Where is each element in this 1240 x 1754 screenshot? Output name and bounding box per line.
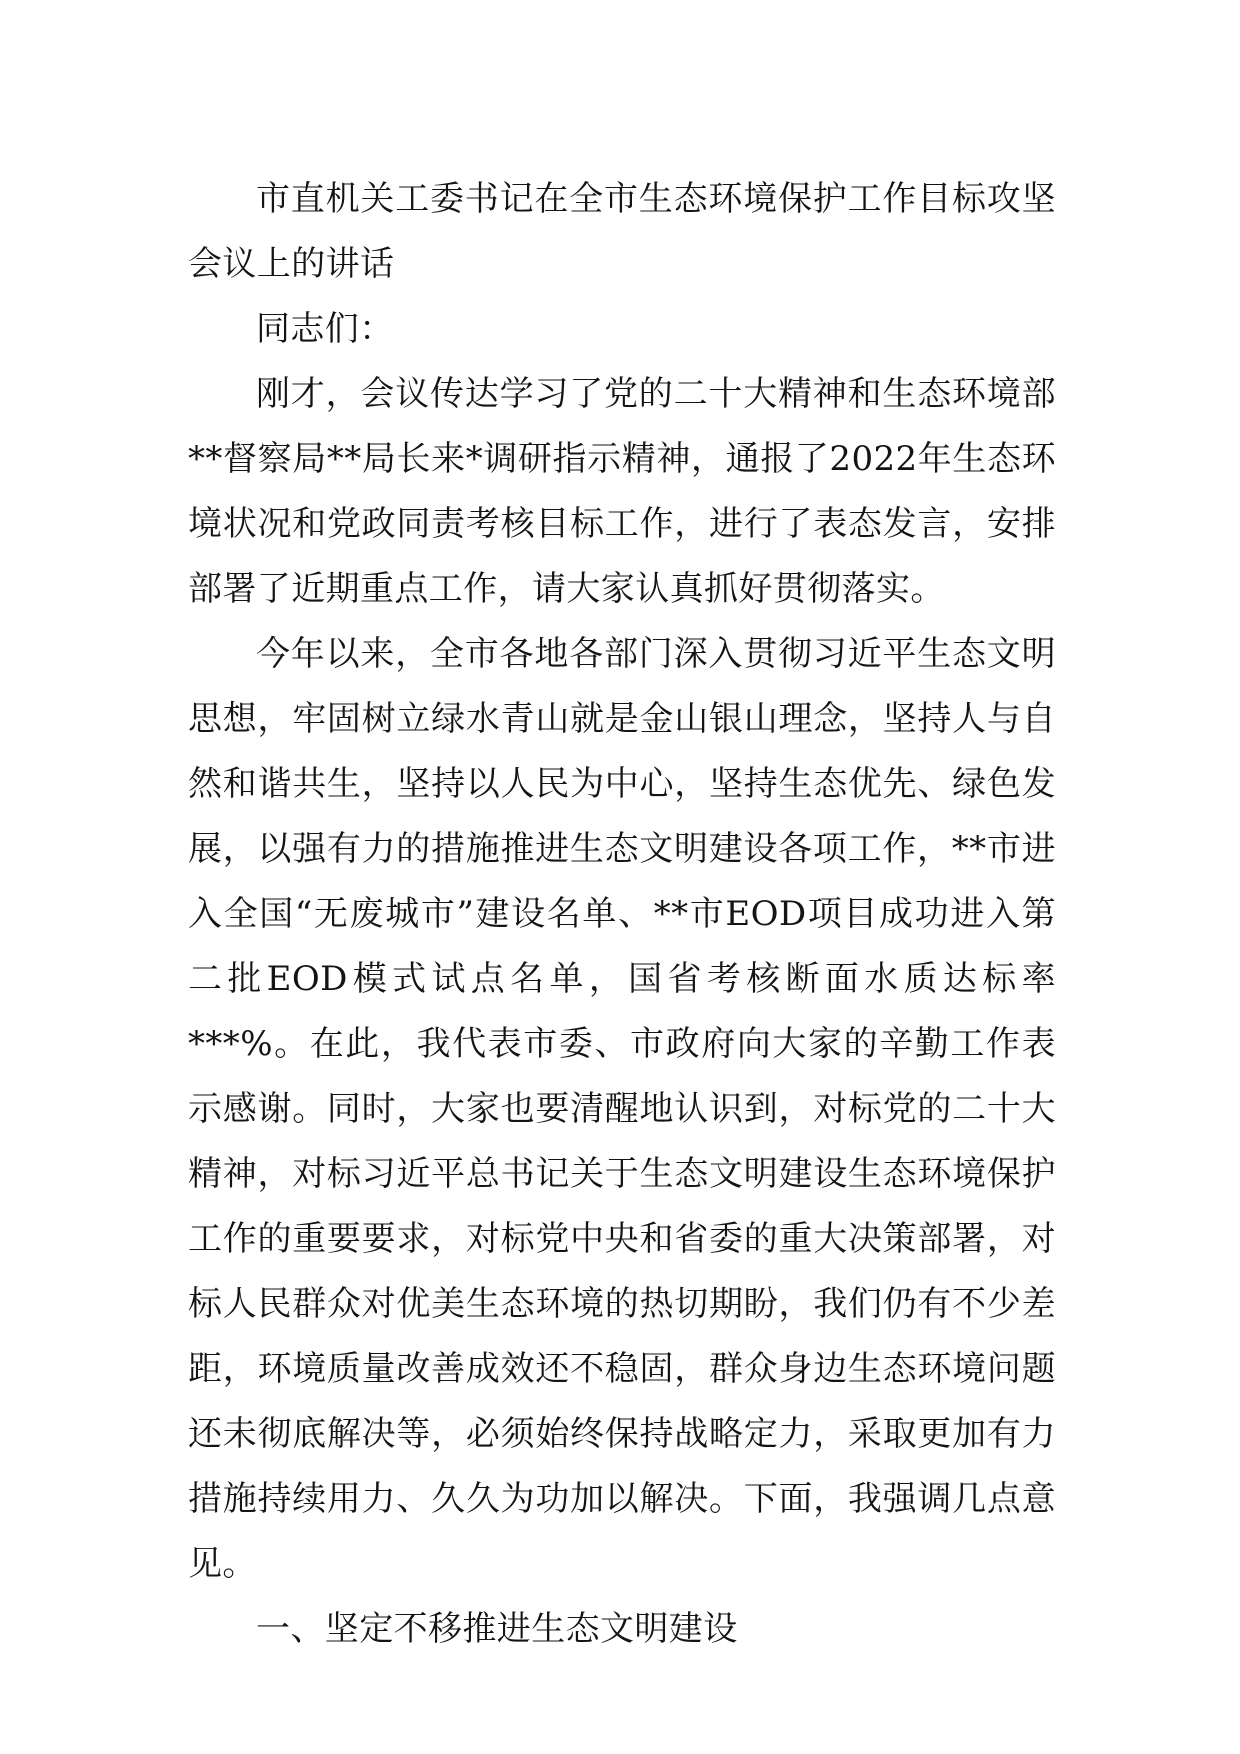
- paragraph-opening: 刚才，会议传达学习了党的二十大精神和生态环境部**督察局**局长来*调研指示精神，通报了2022年生态环境状况和党政同责考核目标工作，进行了表态发言，安排部署了近期重点工作，请大家认真抓好贯彻落实。: [188, 374, 1056, 609]
- section-heading: 一、坚定不移推进生态文明建设: [256, 1609, 738, 1649]
- paragraph-review: 今年以来，全市各地各部门深入贯彻习近平生态文明思想，牢固树立绿水青山就是金山银山理念，坚持人与自然和谐共生，坚持以人民为中心，坚持生态优先、绿色发展，以强有力的措施推进生态文明建设各项工作，**市进入全国“无废城市”建设名单、**市EOD项目成功进入第二批EOD模式试点名单，国省考核断面水质达标率***%。在此，我代表市委、市政府向大家的辛勤工作表示感谢。同时，大家也要清醒地认识到，对标党的二十大精神，对标习近平总书记关于生态文明建设生态环境保护工作的重要要求，对标党中央和省委的重大决策部署，对标人民群众对优美生态环境的热切期盼，我们仍有不少差距，环境质量改善成效还不稳固，群众身边生态环境问题还未彻底解决等，必须始终保持战略定力，采取更加有力措施持续用力、久久为功加以解决。下面，我强调几点意见。: [188, 634, 1056, 1584]
- salutation: 同志们：: [256, 309, 394, 349]
- document-title: 市直机关工委书记在全市生态环境保护工作目标攻坚会议上的讲话: [188, 179, 1056, 284]
- document-body: [188, 167, 1056, 1662]
